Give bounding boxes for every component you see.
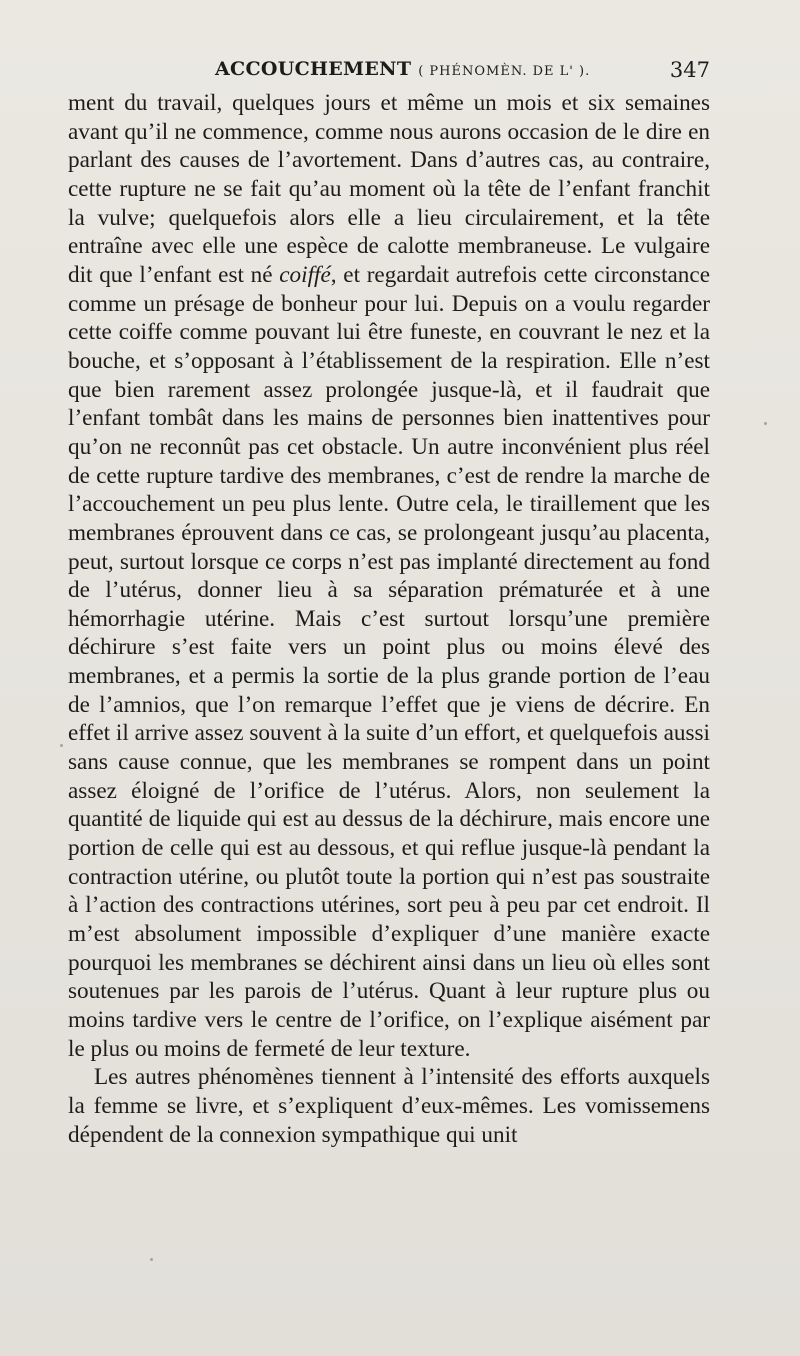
paragraph: ment du travail, quelques jours et même un mois et six semaines avant qu’il ne commence, comme nous aurons occasion de le dire en parlant des causes de l’avortement. Dans d’autres cas, au contraire, cette rupture ne se fait qu’au moment où la tête de l’enfant franchit la vulve; quelquefois alors elle a lieu circulairement, et la tête entraîne avec elle une espèce de calotte membraneuse. Le vulgaire dit que l’enfant est né coiffé, et regardait autrefois cette circonstance comme un présage de bonheur pour lui. Depuis on a voulu regarder cette coiffe comme pouvant lui être funeste, en couvrant le nez et la bouche, et s’opposant à l’établissement de la respiration. Elle n’est que bien rarement assez prolongée jusque-là, et il faudrait que l’enfant tombât dans les mains de personnes bien inattentives pour qu’on ne reconnût pas cet obstacle. Un autre inconvénient plus réel de cette rupture tardive des membranes, c’est de rendre la marche de l’accouchement un peu plus lente. Outre cela, le tiraillement que les membranes éprouvent dans ce cas, se prolongeant jusqu’au placenta, peut, surtout lorsque ce corps n’est pas implanté directement au fond de l’utérus, donner lieu à sa séparation prématurée et à une hémorrhagie utérine. Mais c’est surtout lorsqu’une première déchirure s’est faite vers un point plus ou moins élevé des membranes, et a permis la sortie de la plus grande portion de l’eau de l’amnios, que l’on remarque l’effet que je viens de décrire. En effet il arrive assez souvent à la suite d’un effort, et quelquefois aussi sans cause connue, que les membranes se rompent dans un point assez éloigné de l’orifice de l’utérus. Alors, non seulement la quantité de liquide qui est au dessus de la déchirure, mais encore une portion de celle qui est au dessous, et qui reflue jusque-là pendant la contraction utérine, ou plutôt toute la portion qui n’est pas soustraite à l’action des contractions utérines, sort peu à peu par cet endroit. Il m’est absolument impossible d’expliquer d’une manière exacte pourquoi les membranes se déchirent ainsi dans un lieu où elles sont soutenues par les parois de l’utérus. Quant à leur rupture plus ou moins tardive vers le centre de l’orifice, on l’explique aisément par le plus ou moins de fermeté de leur texture. xyxy=(68,90,710,1062)
paper-speck xyxy=(60,744,63,747)
paper-speck xyxy=(764,422,767,425)
running-header xyxy=(215,58,710,88)
body-text xyxy=(68,89,710,1149)
running-subtitle: ( PHÉNOMÈN. DE L' ). xyxy=(418,64,591,79)
running-title: ACCOUCHEMENT ( PHÉNOMÈN. DE L' ). xyxy=(215,58,591,80)
emphasis-word: coiffé xyxy=(279,261,331,288)
paragraph: Les autres phénomènes tiennent à l’intensité des efforts auxquels la femme se livre, et s’expliquent d’eux-mêmes. Les vomissemens dépendent de la connexion sympathique qui unit xyxy=(68,1064,710,1148)
page-number: 347 xyxy=(669,58,710,82)
paper-speck xyxy=(150,1258,153,1261)
